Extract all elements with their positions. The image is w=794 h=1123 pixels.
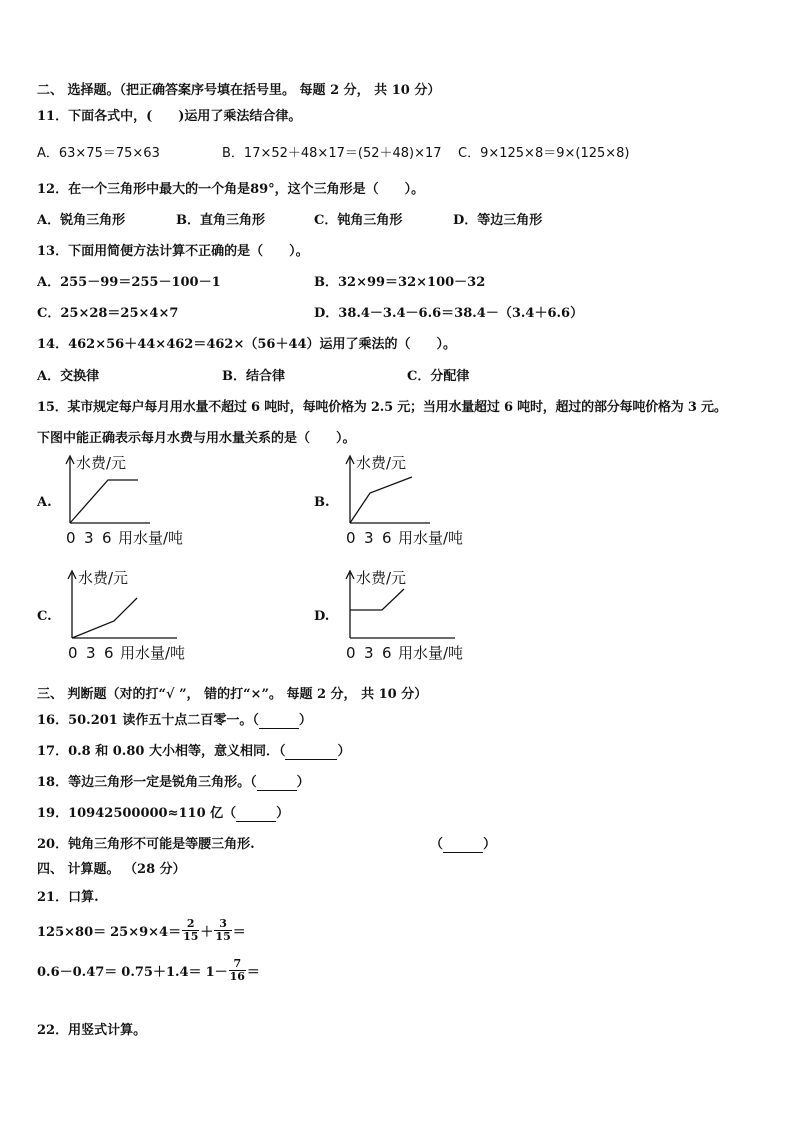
q21-fraction-7-16: $\frac{7}{16}$ (229, 956, 245, 983)
graph-c-label: C. (37, 609, 52, 624)
q20-bracket: （ ） (430, 837, 497, 852)
graph-c-tick-6: 6 (104, 644, 114, 662)
q14-option-c: C．分配律 (407, 369, 470, 384)
q13-option-b: B．32×99＝32×100－32 (314, 275, 486, 290)
q19: 19．10942500000≈110 亿（ ） (37, 806, 290, 821)
graph-a-y-label: 水费/元 (76, 454, 127, 472)
q19-text: 19．10942500000≈110 亿 (37, 806, 224, 821)
q15-stem-line2: 下图中能正确表示每月水费与用水量关系的是（ ）。 (37, 431, 356, 446)
graph-c-x-label: 用水量/吨 (120, 644, 186, 662)
q21-stem: 21．口算. (37, 890, 99, 905)
q14-stem: 14．462×56＋44×462＝462×（56＋44）运用了乘法的（ ）。 (37, 337, 457, 352)
graph-a-x-label: 用水量/吨 (118, 529, 184, 547)
q13-option-a: A．255－99＝255－100－1 (37, 275, 221, 290)
q18-text: 18．等边三角形一定是锐角三角形。 (37, 775, 251, 790)
graph-a-label: A. (37, 495, 52, 510)
graph-c-y-label: 水费/元 (78, 569, 129, 587)
graph-d-label: D. (314, 609, 330, 624)
q15-stem-line1: 15．某市规定每户每月用水量不超过 6 吨时，每吨价格为 2.5 元；当用水量超过 6 吨时，超过的部分每吨价格为 3 元。 (37, 400, 727, 415)
graph-d-tick-6: 6 (382, 644, 392, 662)
q20-answer-blank[interactable] (443, 837, 483, 853)
q20 (37, 833, 255, 852)
q12-option-d: D．等边三角形 (453, 213, 543, 228)
graph-d-y-label: 水费/元 (356, 569, 407, 587)
section-2-title: 二、 选择题。（把正确答案序号填在括号里。 每题 2 分， 共 10 分） (37, 83, 441, 98)
q12-stem: 12．在一个三角形中最大的一个角是89°，这个三角形是（ ）。 (37, 182, 425, 197)
q13-option-c: C．25×28＝25×4×7 (37, 306, 179, 321)
q18-answer-blank[interactable] (257, 775, 297, 791)
section-4-title: 四、 计算题。 （28 分） (37, 862, 186, 877)
q14-option-a: A．交换律 (37, 369, 100, 384)
q22-stem: 22．用竖式计算。 (37, 1023, 147, 1038)
q11-option-b: B．17×52＋48×17＝(52＋48)×17 (222, 146, 442, 161)
graph-d-tick-3: 3 (364, 644, 374, 662)
graph-c-tick-3: 3 (86, 644, 96, 662)
graph-d-x-label: 用水量/吨 (398, 644, 464, 662)
q21-fraction-3-15: $\frac{3}{15}$ (215, 916, 231, 943)
q21-row-1 (37, 913, 246, 947)
q21-item-1: 125×80＝ (37, 924, 107, 940)
q11-option-a: A．63×75＝75×63 (37, 146, 160, 161)
q21-item-2: 25×9×4＝ (110, 924, 182, 940)
q18: 18．等边三角形一定是锐角三角形。（ ） (37, 775, 310, 790)
q12-option-c: C．钝角三角形 (314, 213, 403, 228)
graph-d-tick-0: 0 (346, 644, 356, 662)
graph-a-tick-3: 3 (84, 529, 94, 547)
q13-option-d: D．38.4－3.4－6.6＝38.4－（3.4＋6.6） (314, 306, 584, 321)
q11-option-c: C．9×125×8＝9×(125×8) (458, 146, 630, 161)
q21-equals-2: ＝ (246, 964, 260, 980)
q13-stem: 13．下面用简便方法计算不正确的是（ ）。 (37, 244, 309, 259)
graph-b-tick-6: 6 (382, 529, 392, 547)
graph-b-tick-3: 3 (364, 529, 374, 547)
graph-b-label: B. (314, 495, 330, 510)
q21-item-5: 0.75＋1.4＝ (121, 964, 202, 980)
q20-text: 20．钝角三角形不可能是等腰三角形. (37, 837, 255, 852)
q21-equals-1: ＝ (232, 924, 246, 940)
graph-c-tick-0: 0 (68, 644, 78, 662)
graph-b-tick-0: 0 (346, 529, 356, 547)
q16: 16．50.201 读作五十点二百零一。（ ） (37, 713, 312, 728)
q11-stem: 11．下面各式中，( )运用了乘法结合律。 (37, 109, 302, 124)
q21-fraction-2-15: $\frac{2}{15}$ (183, 916, 199, 943)
q21-row-2 (37, 953, 260, 987)
q21-item-6: 1－ (205, 964, 228, 980)
q17: 17．0.8 和 0.80 大小相等，意义相同．（ ） (37, 744, 351, 759)
q16-answer-blank[interactable] (259, 713, 299, 729)
graph-a-tick-0: 0 (66, 529, 76, 547)
q21-plus: ＋ (200, 924, 214, 940)
q17-text: 17．0.8 和 0.80 大小相等，意义相同． (37, 744, 279, 759)
q14-option-b: B．结合律 (222, 369, 285, 384)
graph-a-tick-6: 6 (102, 529, 112, 547)
graph-b-x-label: 用水量/吨 (398, 529, 464, 547)
q21-item-4: 0.6－0.47＝ (37, 964, 118, 980)
q17-answer-blank[interactable] (285, 744, 337, 760)
section-3-title: 三、 判断题（对的打“√ ”， 错的打“×”。 每题 2 分， 共 10 分） (37, 687, 428, 702)
q19-answer-blank[interactable] (236, 806, 276, 822)
graph-a (60, 450, 210, 550)
q16-text: 16．50.201 读作五十点二百零一。 (37, 713, 253, 728)
graph-d (340, 565, 490, 665)
graph-b (340, 450, 490, 550)
graph-b-y-label: 水费/元 (356, 454, 407, 472)
q12-option-a: A．锐角三角形 (37, 213, 126, 228)
graph-c (62, 565, 212, 665)
q12-option-b: B．直角三角形 (176, 213, 265, 228)
